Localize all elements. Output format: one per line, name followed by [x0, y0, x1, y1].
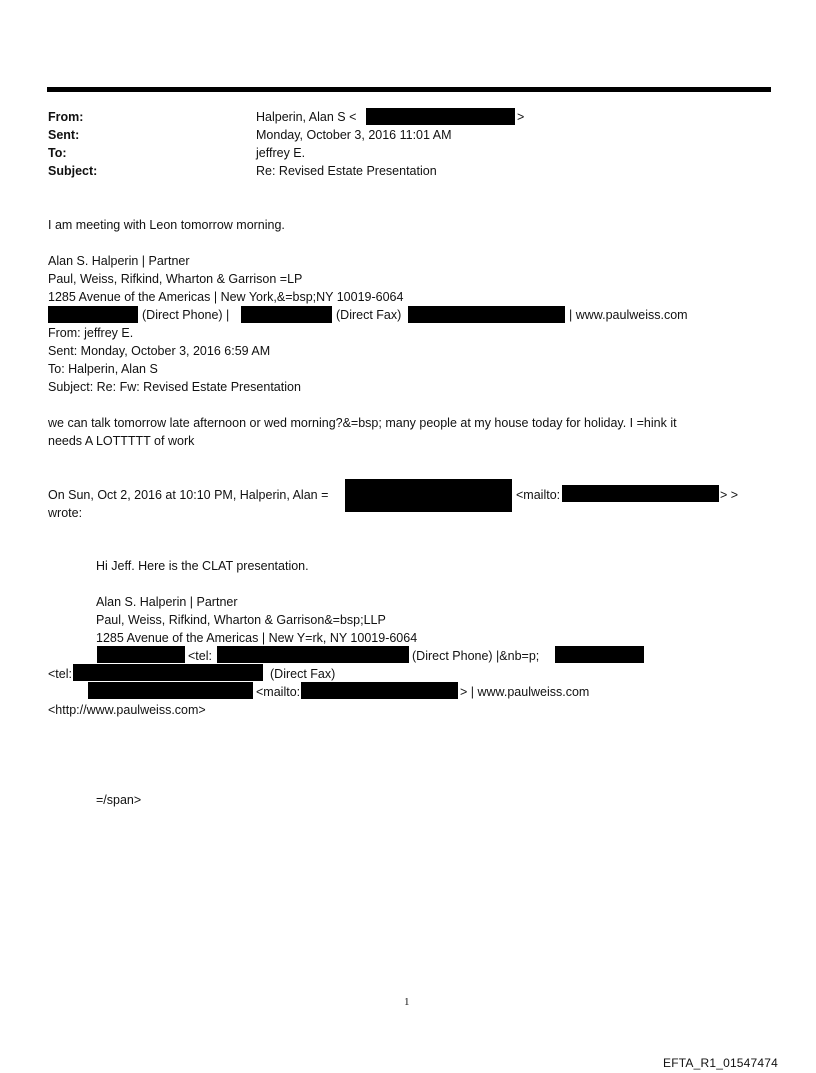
- redaction: [48, 306, 138, 323]
- to-label: To:: [48, 146, 67, 160]
- from-suffix: >: [517, 110, 525, 124]
- forward-to: To: Halperin, Alan S: [48, 362, 158, 376]
- forward-from: From: jeffrey E.: [48, 326, 134, 340]
- redaction: [88, 682, 253, 699]
- redaction: [241, 306, 332, 323]
- to-value: jeffrey E.: [256, 146, 306, 160]
- sent-label: Sent:: [48, 128, 80, 142]
- document-id: EFTA_R1_01547474: [663, 1056, 779, 1070]
- redaction: [562, 485, 719, 502]
- header-rule: [47, 87, 771, 92]
- signature-name: Alan S. Halperin | Partner: [48, 254, 190, 268]
- stray-markup: =/span>: [96, 793, 142, 807]
- forward-subject: Subject: Re: Fw: Revised Estate Presentation: [48, 380, 301, 394]
- message-line: needs A LOTTTTT of work: [48, 434, 195, 448]
- from-label: From:: [48, 110, 84, 124]
- redaction: [345, 479, 512, 512]
- sent-value: Monday, October 3, 2016 11:01 AM: [256, 128, 452, 142]
- quoted-greeting: Hi Jeff. Here is the CLAT presentation.: [96, 559, 309, 573]
- quoted-phone: (Direct Phone) |&nb=p;: [412, 649, 540, 663]
- forward-sent: Sent: Monday, October 3, 2016 6:59 AM: [48, 344, 271, 358]
- quoted-mailto: <mailto:: [256, 685, 301, 699]
- message-line: we can talk tomorrow late afternoon or wed morning?&=bsp; many people at my house today for holiday. I =hink it: [48, 416, 677, 430]
- redaction: [408, 306, 565, 323]
- redaction: [97, 646, 185, 663]
- quote-wrote: wrote:: [48, 506, 83, 520]
- quoted-tel: <tel:: [188, 649, 212, 663]
- signature-phone: (Direct Phone) |: [142, 308, 230, 322]
- signature-firm: Paul, Weiss, Rifkind, Wharton & Garrison =LP: [48, 272, 303, 286]
- body-line: I am meeting with Leon tomorrow morning.: [48, 218, 285, 232]
- quoted-web: > | www.paulweiss.com: [460, 685, 590, 699]
- quoted-signature-name: Alan S. Halperin | Partner: [96, 595, 238, 609]
- signature-web: | www.paulweiss.com: [569, 308, 688, 322]
- quote-header: On Sun, Oct 2, 2016 at 10:10 PM, Halperin, Alan =: [48, 488, 329, 502]
- redaction: [555, 646, 644, 663]
- redaction: [217, 646, 409, 663]
- redaction: [73, 664, 263, 681]
- redaction: [301, 682, 458, 699]
- subject-value: Re: Revised Estate Presentation: [256, 164, 437, 178]
- quoted-http: <http://www.paulweiss.com>: [48, 703, 206, 717]
- quote-mailto: <mailto:: [516, 488, 561, 502]
- page-number: 1: [404, 996, 410, 1008]
- from-value: Halperin, Alan S <: [256, 110, 357, 124]
- subject-label: Subject:: [48, 164, 98, 178]
- redaction: [366, 108, 515, 125]
- quote-end: > >: [720, 488, 739, 502]
- quoted-fax: (Direct Fax): [270, 667, 336, 681]
- signature-address: 1285 Avenue of the Americas | New York,&=bsp;NY 10019-6064: [48, 290, 404, 304]
- quoted-signature-address: 1285 Avenue of the Americas | New Y=rk, NY 10019-6064: [96, 631, 418, 645]
- quoted-tel: <tel:: [48, 667, 72, 681]
- quoted-signature-firm: Paul, Weiss, Rifkind, Wharton & Garrison&=bsp;LLP: [96, 613, 386, 627]
- signature-fax: (Direct Fax): [336, 308, 402, 322]
